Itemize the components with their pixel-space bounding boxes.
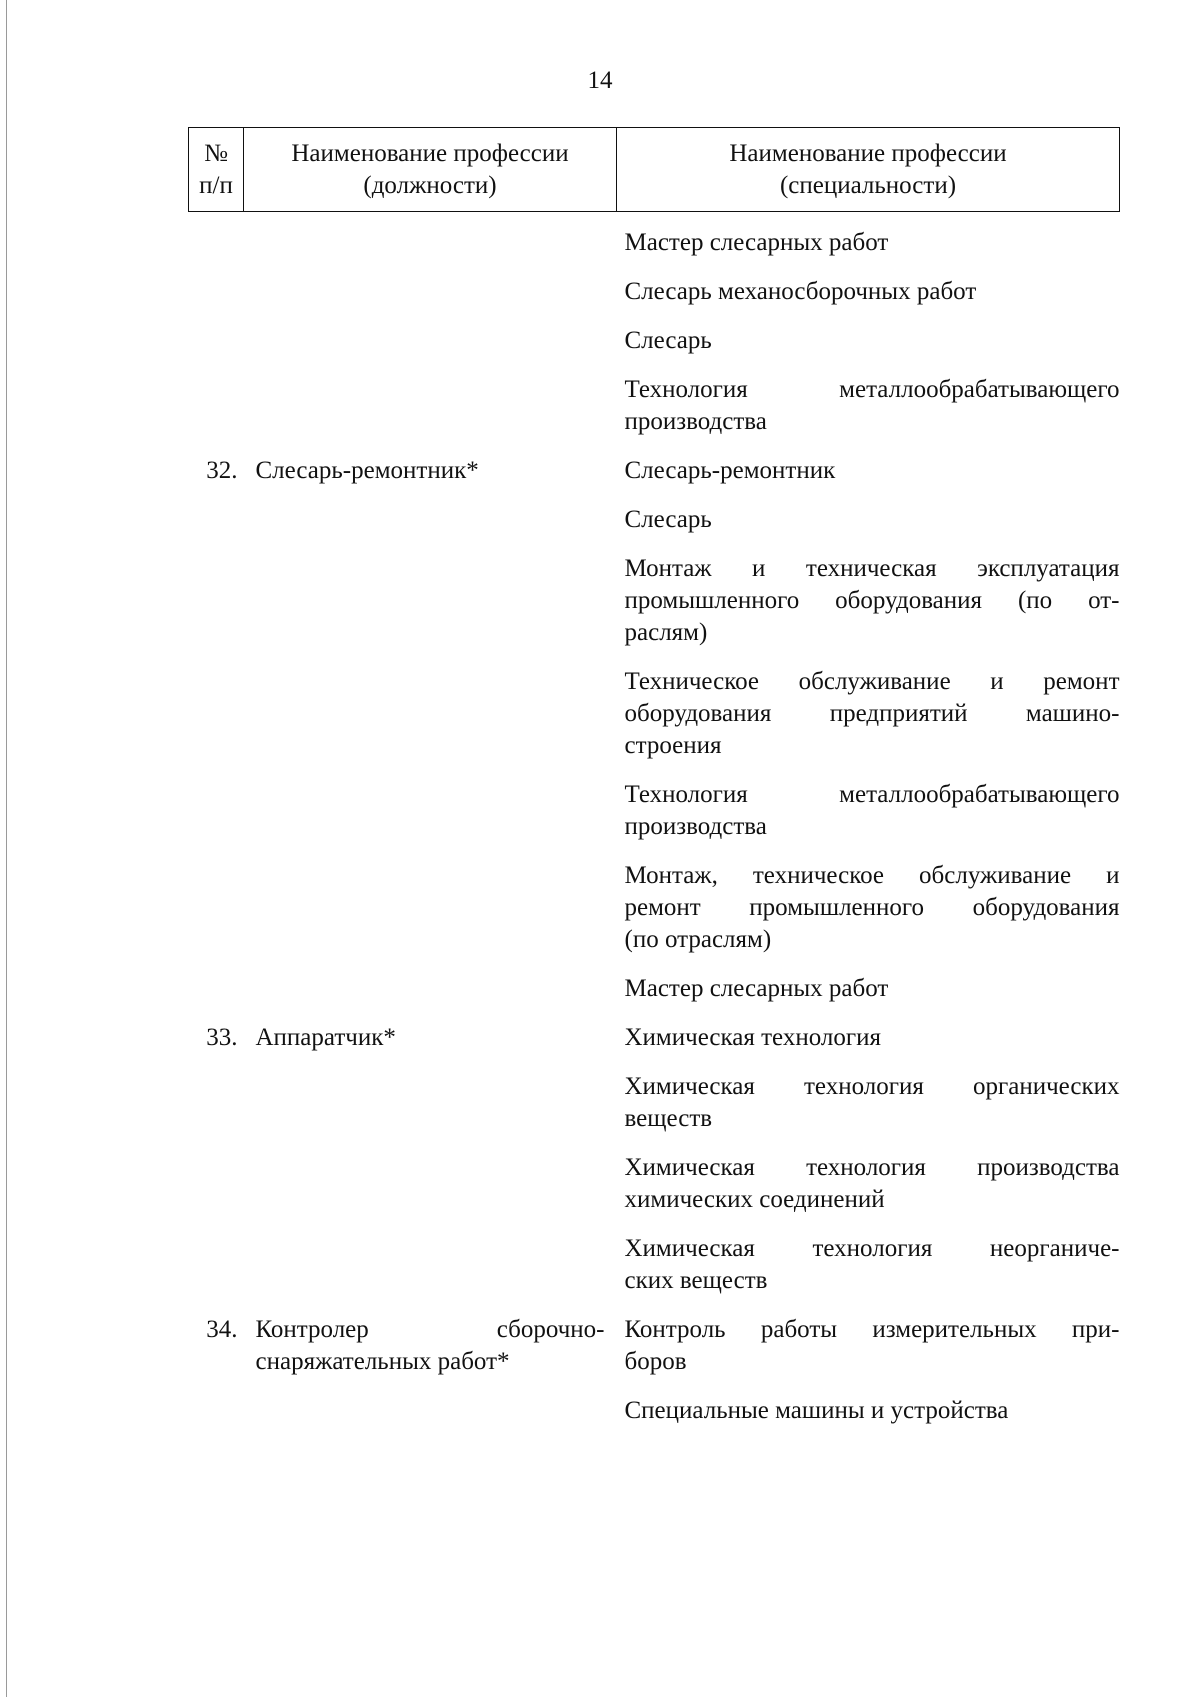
specialty-item — [625, 538, 1120, 651]
row-specialty-cell — [617, 1007, 1120, 1299]
specialty-item — [625, 1137, 1120, 1218]
specialty-line: ремонт промышленного оборудования — [624, 894, 1120, 921]
position-line: Аппаратчик* — [255, 1024, 396, 1051]
table-row — [189, 212, 1120, 441]
specialty-line: строения — [624, 732, 722, 759]
row-position — [244, 1299, 617, 1429]
specialty-line: промышленного оборудования (по от- — [624, 587, 1120, 614]
specialty-item — [625, 1007, 1120, 1056]
specialty-line: Контроль работы измерительных при- — [624, 1316, 1120, 1343]
table-body — [189, 212, 1120, 1430]
row-position — [244, 440, 617, 1007]
specialty-line: Специальные машины и устройства — [624, 1397, 1009, 1424]
specialty-item — [625, 261, 1120, 310]
specialty-line: ских веществ — [624, 1267, 768, 1294]
table-row — [189, 1007, 1120, 1299]
specialty-line: Техническое обслуживание и ремонт — [624, 668, 1120, 695]
table-row — [189, 440, 1120, 1007]
specialty-line: оборудования предприятий машино- — [624, 700, 1120, 727]
row-number: 32. — [206, 457, 238, 484]
position-line: Контролер сборочно- — [255, 1316, 605, 1343]
specialty-line: Мастер слесарных работ — [624, 975, 889, 1002]
header-specialty-line: (специальности) — [779, 171, 957, 199]
page-left-edge — [6, 0, 7, 1697]
specialty-line: производства — [624, 813, 767, 840]
row-position — [244, 1007, 617, 1299]
header-specialty-line: Наименование профессии — [729, 139, 1007, 167]
header-position-line: (должности) — [363, 171, 497, 199]
header-number-line: № — [204, 139, 228, 167]
specialty-item — [625, 1380, 1120, 1429]
specialty-item — [625, 212, 1120, 261]
row-specialty-cell — [617, 440, 1120, 1007]
specialty-item — [625, 440, 1120, 489]
specialty-item — [625, 359, 1120, 440]
specialty-line: веществ — [624, 1105, 713, 1132]
specialty-item — [625, 651, 1120, 764]
row-number-cell — [189, 212, 244, 441]
specialty-line: Химическая технология — [624, 1024, 881, 1051]
specialty-line: химических соединений — [624, 1186, 885, 1213]
specialty-item — [625, 845, 1120, 958]
specialty-line: Слесарь — [624, 506, 712, 533]
specialty-item — [625, 764, 1120, 845]
row-number: 34. — [206, 1316, 238, 1343]
specialty-line: боров — [624, 1348, 687, 1375]
table-header-row — [189, 128, 1120, 212]
specialty-item — [625, 1218, 1120, 1299]
header-specialty — [617, 128, 1120, 212]
specialty-line: (по отраслям) — [624, 926, 772, 953]
row-specialty-cell — [617, 212, 1120, 441]
specialty-line: Химическая технология неорганиче- — [624, 1235, 1120, 1262]
specialty-item — [625, 310, 1120, 359]
specialty-item — [625, 958, 1120, 1007]
specialty-item — [625, 1056, 1120, 1137]
table-row — [189, 1299, 1120, 1429]
specialty-line: Технология металлообрабатывающего — [624, 781, 1120, 808]
position-line: снаряжательных работ* — [255, 1348, 510, 1375]
specialty-item — [625, 489, 1120, 538]
specialty-line: раслям) — [624, 619, 708, 646]
specialty-item — [625, 1299, 1120, 1380]
header-position-line: Наименование профессии — [291, 139, 569, 167]
specialty-line: Химическая технология органических — [624, 1073, 1120, 1100]
specialty-line: Химическая технология производства — [624, 1154, 1120, 1181]
specialty-line: Слесарь-ремонтник — [624, 457, 836, 484]
specialty-line: Технология металлообрабатывающего — [624, 376, 1120, 403]
professions-table — [188, 127, 1120, 1429]
header-number — [189, 128, 244, 212]
header-position — [244, 128, 617, 212]
specialty-line: Монтаж и техническая эксплуатация — [624, 555, 1120, 582]
row-specialty-cell — [617, 1299, 1120, 1429]
page-number: 14 — [587, 67, 613, 94]
specialty-line: Мастер слесарных работ — [624, 229, 889, 256]
specialty-line: производства — [624, 408, 767, 435]
row-number: 33. — [206, 1024, 238, 1051]
header-number-line: п/п — [199, 171, 233, 199]
position-line: Слесарь-ремонтник* — [255, 457, 479, 484]
specialty-line: Слесарь — [624, 327, 712, 354]
row-position-cell — [244, 212, 617, 441]
specialty-line: Слесарь механосборочных работ — [624, 278, 977, 305]
specialty-line: Монтаж, техническое обслуживание и — [624, 862, 1120, 889]
